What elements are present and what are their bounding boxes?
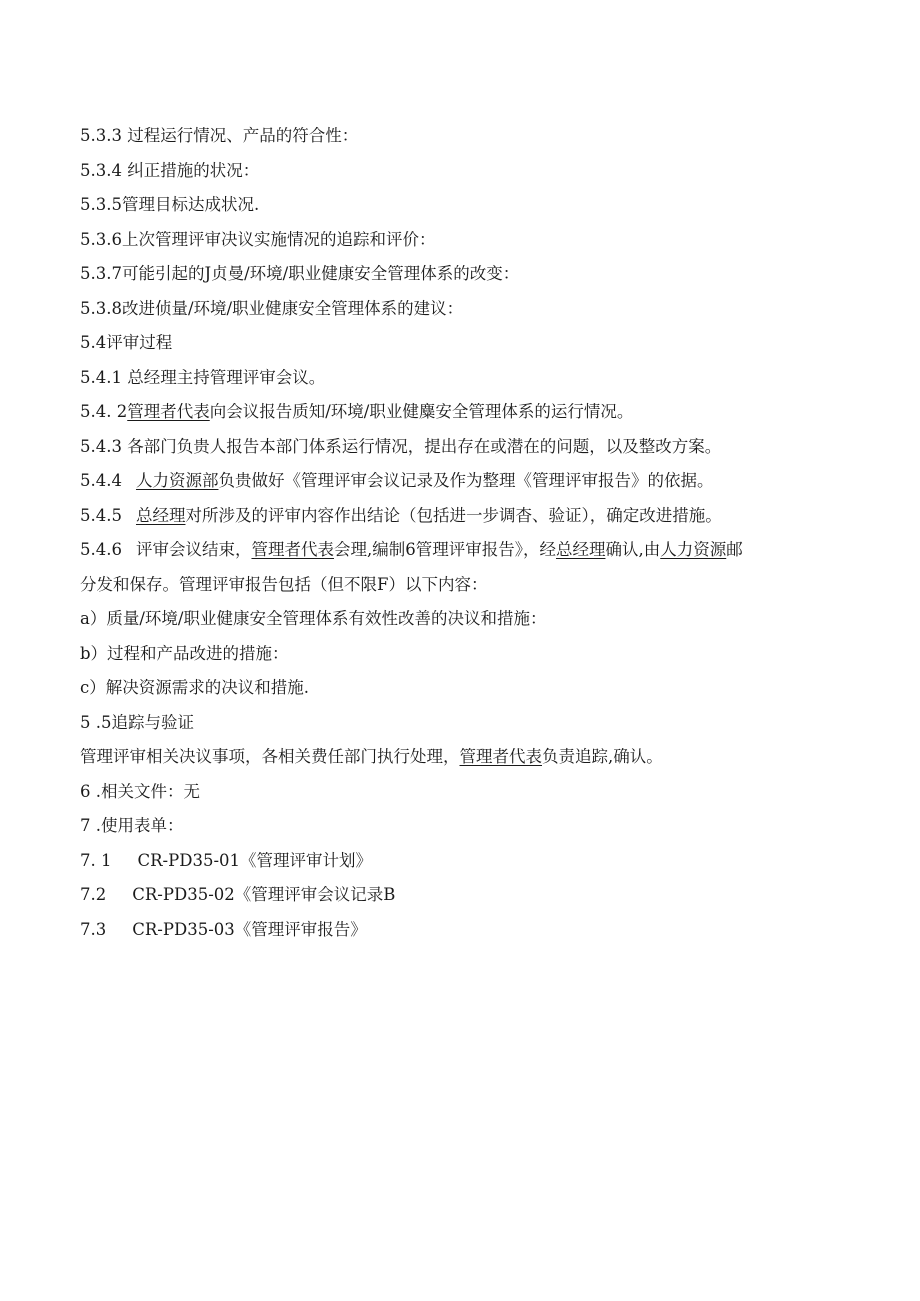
clause-5-3-8: 5.3.8改进侦量/环境/职业健康安全管理体系的建议：	[80, 298, 464, 318]
underlined-role: 人力资源	[660, 540, 727, 559]
clause-number: 5.4.4	[80, 471, 122, 490]
clause-text: 会理,编制6管理评审报告》，经	[333, 540, 556, 559]
form-number: 7. 1	[80, 850, 112, 870]
clause-5-3-3: 5.3.3 过程运行情况、产品的符合性：	[80, 126, 359, 145]
clause-text: 向会议报告质知/环境/职业健麋安全管理体系的运行情况。	[209, 402, 634, 421]
clause-5-4-2	[80, 395, 850, 430]
clause-5-4-6-continued: 分发和保存。管理评审报告包括（但不限F）以下内容：	[80, 574, 488, 594]
list-item-c: c）解决资源需求的决议和措施.	[80, 678, 309, 697]
section-6-heading: 6 .相关文件：无	[80, 781, 200, 801]
clause-5-4-4	[80, 464, 850, 499]
underlined-role: 管理者代表	[459, 747, 542, 766]
clause-text: 管理评审相关决议事项，各相关费任部门执行处理，	[80, 747, 460, 766]
form-number: 7.3	[80, 919, 107, 939]
form-name: CR-PD35-02《管理评审会议记录B	[132, 885, 396, 904]
clause-text: 评审会议结束，	[135, 540, 252, 559]
form-name: CR-PD35-03《管理评审报告》	[132, 919, 367, 939]
form-item-7-2	[80, 878, 850, 913]
form-number: 7.2	[80, 885, 107, 904]
clause-number: 5.4.5	[80, 505, 122, 525]
underlined-role: 管理者代表	[251, 540, 334, 559]
section-7-heading: 7 .使用表单：	[80, 816, 184, 835]
form-item-7-1	[80, 844, 850, 879]
clause-5-3-7: 5.3.7可能引起的J贞曼/环境/职业健康安全管理体系的改变：	[80, 264, 520, 283]
underlined-role: 总经理	[135, 505, 186, 525]
section-5-5-heading: 5 .5追踪与验证	[80, 712, 194, 732]
clause-number: 5.4. 2	[80, 402, 128, 421]
list-item-a: a）质量/环境/职业健康安全管理体系有效性改善的决议和措施：	[80, 609, 547, 628]
document-body	[80, 119, 850, 947]
list-item-b: b）过程和产品改进的措施：	[80, 643, 289, 663]
underlined-role: 总经理	[555, 540, 606, 559]
underlined-role: 人力资源部	[135, 471, 219, 490]
clause-5-3-5: 5.3.5管理目标达成状况.	[80, 195, 260, 214]
clause-text: 负责追踪,确认。	[542, 747, 663, 766]
clause-5-3-4: 5.3.4 纠正措施的状况：	[80, 160, 260, 180]
clause-5-4-1: 5.4.1 总经理主持管理评审会议。	[80, 367, 326, 387]
form-item-7-3	[80, 913, 850, 948]
clause-text: 邮	[726, 540, 743, 559]
clause-5-3-6: 5.3.6上次管理评审决议实施情况的追踪和评价：	[80, 229, 436, 249]
clause-number: 5.4.6	[80, 540, 122, 559]
section-5-4-heading: 5.4评审过程	[80, 333, 173, 352]
form-name: CR-PD35-01《管理评审计划》	[137, 850, 373, 870]
underlined-role: 管理者代表	[127, 402, 210, 421]
clause-5-4-5	[80, 499, 850, 534]
clause-text: 负贵做好《管理评审会议记录及作为整理《管理评审报告》的依据。	[218, 471, 714, 490]
clause-text: 确认,由	[605, 540, 661, 559]
clause-5-4-3: 5.4.3 各部门负贵人报告本部门体系运行情况，提出存在或潜在的问题，以及整改方案。	[80, 436, 722, 456]
clause-text: 对所涉及的评审内容作出结论（包括进一步调杳、验证），确定改进措施。	[185, 505, 722, 525]
section-5-5-body	[80, 740, 850, 775]
clause-5-4-6	[80, 533, 850, 568]
